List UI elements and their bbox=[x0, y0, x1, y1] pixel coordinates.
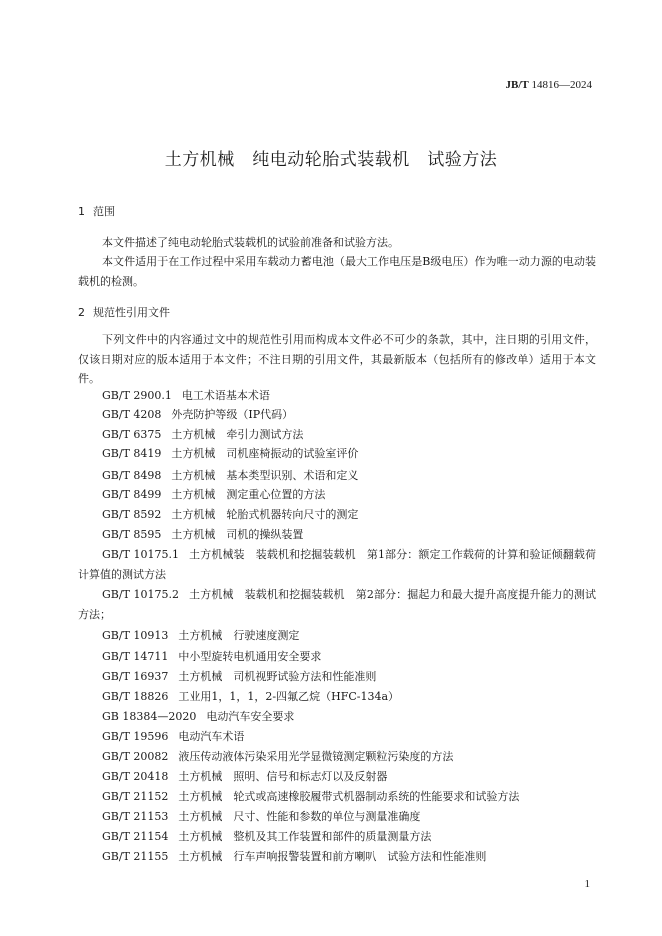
page-number: 1 bbox=[584, 878, 590, 890]
reference-item: GB/T 8499 土方机械 测定重心位置的方法 bbox=[102, 488, 326, 501]
reference-item: GB/T 10913 土方机械 行驶速度测定 bbox=[102, 629, 300, 642]
reference-item: GB/T 6375 土方机械 牵引力测试方法 bbox=[102, 428, 304, 441]
section-1-heading bbox=[78, 203, 115, 219]
reference-item: GB/T 8592 土方机械 轮胎式机器转向尺寸的测定 bbox=[102, 508, 359, 521]
document-title: 土方机械 纯电动轮胎式装载机 试验方法 bbox=[164, 150, 498, 170]
section-2-heading bbox=[78, 304, 170, 320]
reference-item: GB/T 21152 土方机械 轮式或高速橡胶履带式机器制动系统的性能要求和试验方法 bbox=[102, 790, 520, 803]
section-1-number: 1 bbox=[78, 205, 85, 218]
section-1-title: 范围 bbox=[93, 205, 115, 218]
reference-item: GB/T 10175.1 土方机械装 装载机和挖掘装载机 第1部分：额定工作载荷的计算和验证倾翻载荷计算值的测试方法 bbox=[78, 548, 596, 581]
reference-item: GB/T 2900.1 电工术语基本术语 bbox=[102, 389, 270, 402]
reference-item: GB/T 8498 土方机械 基本类型识别、术语和定义 bbox=[102, 469, 359, 482]
reference-item: GB/T 21153 土方机械 尺寸、性能和参数的单位与测量准确度 bbox=[102, 810, 421, 823]
reference-item: GB/T 4208 外壳防护等级（IP代码） bbox=[102, 408, 294, 421]
reference-item: GB/T 8419 土方机械 司机座椅振动的试验室评价 bbox=[102, 447, 359, 460]
reference-item: GB/T 20082 液压传动液体污染采用光学显微镜测定颗粒污染度的方法 bbox=[102, 750, 454, 763]
reference-item: GB/T 18826 工业用1，1，1，2-四氟乙烷（HFC-134a） bbox=[102, 690, 400, 703]
reference-item: GB/T 21155 土方机械 行车声响报警装置和前方喇叭 试验方法和性能准则 bbox=[102, 850, 487, 863]
reference-item: GB/T 8595 土方机械 司机的操纵装置 bbox=[102, 528, 304, 541]
reference-item: GB/T 14711 中小型旋转电机通用安全要求 bbox=[102, 650, 322, 663]
reference-item: GB 18384—2020 电动汽车安全要求 bbox=[102, 710, 295, 723]
reference-item: GB/T 21154 土方机械 整机及其工作装置和部件的质量测量方法 bbox=[102, 830, 432, 843]
standard-code bbox=[506, 79, 592, 91]
reference-item: GB/T 20418 土方机械 照明、信号和标志灯以及反射器 bbox=[102, 770, 388, 783]
reference-item: GB/T 16937 土方机械 司机视野试验方法和性能准则 bbox=[102, 670, 377, 683]
section-2-number: 2 bbox=[78, 306, 85, 319]
scope-paragraph-2: 本文件适用于在工作过程中采用车载动力蓄电池（最大工作电压是B级电压）作为唯一动力源的电动装载机的检测。 bbox=[78, 255, 596, 288]
section-2-title: 规范性引用文件 bbox=[93, 306, 170, 319]
standard-prefix: JB/T bbox=[505, 79, 529, 91]
standard-number: 14816—2024 bbox=[528, 79, 592, 91]
reference-item: GB/T 19596 电动汽车术语 bbox=[102, 730, 245, 743]
reference-item: GB/T 10175.2 土方机械 装载机和挖掘装载机 第2部分：掘起力和最大提升高度提升能力的测试方法； bbox=[78, 588, 596, 621]
scope-paragraph-1: 本文件描述了纯电动轮胎式装载机的试验前准备和试验方法。 bbox=[102, 236, 399, 249]
references-intro: 下列文件中的内容通过文中的规范性引用而构成本文件必不可少的条款，其中，注日期的引用文件，仅该日期对应的版本适用于本文件；不注日期的引用文件，其最新版本（包括所有的修改单）适用于本文件。 bbox=[78, 333, 596, 385]
